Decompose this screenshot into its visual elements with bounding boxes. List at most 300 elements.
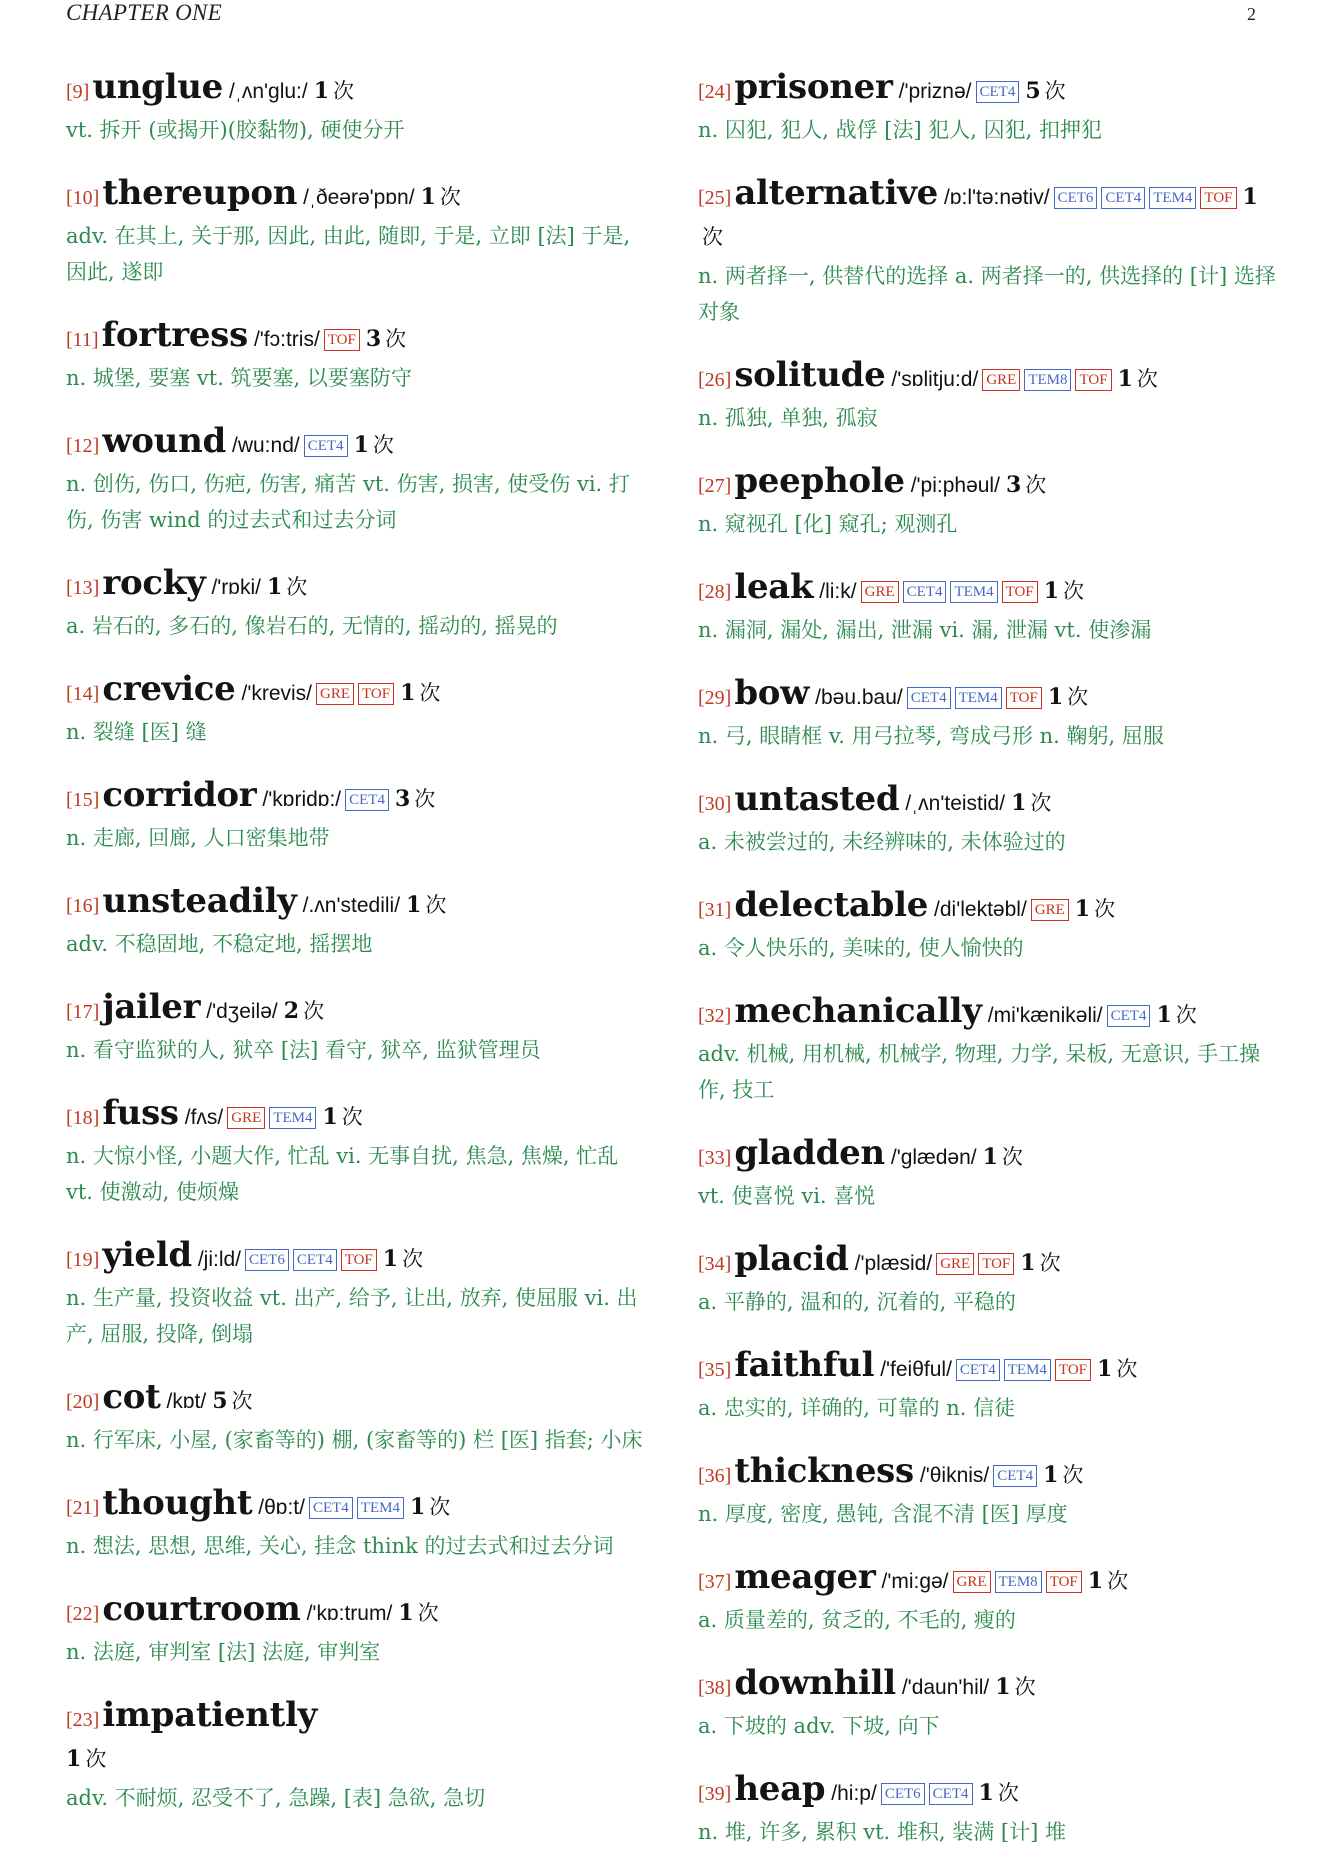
count-suffix: 次	[1001, 1145, 1023, 1169]
entry-index: [18]	[66, 1107, 100, 1129]
exam-tag-badge: CET4	[993, 1465, 1037, 1487]
count-suffix: 次	[341, 1105, 363, 1129]
count-suffix: 次	[385, 327, 407, 351]
definition: n. 弓, 眼睛框 v. 用弓拉琴, 弯成弓形 n. 鞠躬, 屈服	[698, 724, 1164, 748]
exam-tag-badge: TEM4	[955, 687, 1002, 709]
exam-tag-badge: TEM4	[1004, 1359, 1051, 1381]
occurrence-count	[1075, 897, 1115, 921]
count-suffix: 次	[1063, 579, 1085, 603]
entry-index: [31]	[698, 899, 732, 921]
entry-index: [38]	[698, 1677, 732, 1699]
definition: a. 平静的, 温和的, 沉着的, 平稳的	[698, 1290, 1016, 1314]
count-suffix: 次	[439, 185, 461, 209]
occurrence-count	[322, 1105, 362, 1129]
vocab-entry	[66, 68, 646, 148]
count-suffix: 次	[1062, 1463, 1084, 1487]
entry-index: [21]	[66, 1497, 100, 1519]
pronunciation: /'mi:gə/	[881, 1570, 949, 1593]
count-number: 1	[1047, 684, 1064, 710]
exam-tag-badge: GRE	[1031, 899, 1069, 921]
headword: solitude	[734, 355, 886, 395]
count-number: 1	[1242, 184, 1258, 210]
vocab-entry	[66, 1484, 646, 1564]
exam-tag-badge: GRE	[953, 1571, 991, 1593]
pronunciation: /θɒ:t/	[258, 1496, 305, 1519]
exam-tag-badge: CET4	[976, 81, 1020, 103]
headword: fortress	[101, 315, 248, 355]
exam-tag-badge: TOF	[1055, 1359, 1091, 1381]
occurrence-count	[1011, 791, 1051, 815]
count-number: 3	[365, 326, 382, 352]
pronunciation: /ˌðeərə'pɒn/	[303, 186, 415, 209]
headword: gladden	[734, 1133, 885, 1173]
headword: corridor	[102, 775, 257, 815]
count-number: 1	[66, 1746, 82, 1772]
definition: n. 堆, 许多, 累积 vt. 堆积, 装满 [计] 堆	[698, 1820, 1066, 1844]
vocab-entry	[698, 568, 1278, 648]
pronunciation: /'pi:phəul/	[910, 474, 1000, 497]
definition: vt. 拆开 (或揭开)(胶黏物), 硬使分开	[66, 118, 405, 142]
definition: a. 未被尝过的, 未经辨味的, 未体验过的	[698, 830, 1066, 854]
headword: courtroom	[102, 1589, 301, 1629]
exam-tag-badge: TOF	[1006, 687, 1042, 709]
vocab-entry	[66, 882, 646, 962]
headword: leak	[734, 567, 814, 607]
definition: n. 想法, 思想, 思维, 关心, 挂念 think 的过去式和过去分词	[66, 1534, 614, 1558]
count-suffix: 次	[303, 999, 325, 1023]
count-number: 1	[382, 1246, 399, 1272]
definition: n. 看守监狱的人, 狱卒 [法] 看守, 狱卒, 监狱管理员	[66, 1038, 541, 1062]
definition: n. 囚犯, 犯人, 战俘 [法] 犯人, 囚犯, 扣押犯	[698, 118, 1103, 142]
count-suffix: 次	[997, 1781, 1019, 1805]
pronunciation: /li:k/	[819, 580, 857, 603]
entry-index: [14]	[66, 683, 100, 705]
exam-tag-badge: TEM8	[1024, 369, 1071, 391]
pronunciation: /'priznə/	[898, 80, 972, 103]
headword: thickness	[734, 1451, 914, 1491]
occurrence-count	[1020, 1251, 1060, 1275]
headword: delectable	[734, 885, 929, 925]
vocab-entry	[698, 462, 1278, 542]
exam-tag-badge: CET4	[929, 1783, 973, 1805]
definition: vt. 使喜悦 vi. 喜悦	[698, 1184, 876, 1208]
headword: unsteadily	[102, 881, 297, 921]
entry-index: [32]	[698, 1005, 732, 1027]
entry-index: [35]	[698, 1359, 732, 1381]
entry-index: [25]	[698, 187, 732, 209]
vocab-entry	[66, 988, 646, 1068]
count-number: 5	[212, 1388, 228, 1414]
vocab-entry	[698, 674, 1278, 754]
headword: mechanically	[734, 991, 982, 1031]
entry-index: [36]	[698, 1465, 732, 1487]
entry-headline	[66, 1590, 646, 1634]
count-suffix: 次	[231, 1389, 253, 1413]
exam-tag-badge: CET4	[1107, 1005, 1151, 1027]
pronunciation: /'daun'hil/	[901, 1676, 990, 1699]
vocab-entry	[66, 776, 646, 856]
count-number: 1	[409, 1494, 426, 1520]
entry-headline	[698, 356, 1278, 400]
headword: thought	[102, 1483, 253, 1523]
definition: n. 裂缝 [医] 缝	[66, 720, 207, 744]
pronunciation: /ɒ:l'tə:nətiv/	[943, 186, 1050, 209]
exam-tag-badge: CET6	[245, 1249, 289, 1271]
entry-headline	[66, 1236, 646, 1280]
entry-headline	[66, 316, 646, 360]
entry-headline	[66, 1094, 646, 1138]
occurrence-count	[383, 1247, 423, 1271]
entry-headline	[698, 1134, 1278, 1178]
occurrence-count	[284, 999, 324, 1023]
vocab-entry	[698, 68, 1278, 148]
exam-tag-badge: TEM4	[269, 1107, 316, 1129]
count-number: 5	[1025, 78, 1041, 104]
entry-index: [24]	[698, 81, 732, 103]
vocab-entry	[698, 1770, 1278, 1850]
count-number: 3	[1005, 472, 1022, 498]
count-suffix: 次	[1025, 473, 1047, 497]
entry-headline	[66, 1696, 646, 1740]
pronunciation: /'feiθful/	[880, 1358, 952, 1381]
exam-tag-badge: TOF	[358, 683, 394, 705]
entry-index: [13]	[66, 577, 100, 599]
definition: n. 孤独, 单独, 孤寂	[698, 406, 878, 430]
vocab-entry	[698, 1134, 1278, 1214]
count-suffix: 次	[417, 1601, 439, 1625]
exam-tag-badge: CET4	[309, 1497, 353, 1519]
definition: n. 创伤, 伤口, 伤疤, 伤害, 痛苦 vt. 伤害, 损害, 使受伤 vi. 打伤, 伤害 wind 的过去式和过去分词	[66, 472, 630, 532]
vocab-entry	[66, 670, 646, 750]
occurrence-count	[410, 1495, 450, 1519]
vocab-entry	[698, 356, 1278, 436]
entry-index: [10]	[66, 187, 100, 209]
exam-tag-badge: TEM4	[357, 1497, 404, 1519]
definition: n. 漏洞, 漏处, 漏出, 泄漏 vi. 漏, 泄漏 vt. 使渗漏	[698, 618, 1152, 642]
pronunciation: /'sɒlitju:d/	[891, 368, 979, 391]
entry-index: [29]	[698, 687, 732, 709]
occurrence-count	[1044, 579, 1084, 603]
exam-tag-badge: CET6	[881, 1783, 925, 1805]
count-suffix: 次	[286, 575, 308, 599]
exam-tag-badge: TEM4	[950, 581, 997, 603]
headword: unglue	[92, 67, 224, 107]
vocab-entry	[66, 1696, 646, 1816]
pronunciation: /.ʌn'stedili/	[302, 894, 401, 917]
occurrence-count	[1156, 1003, 1196, 1027]
vocab-entry	[698, 1452, 1278, 1532]
count-number: 1	[1043, 578, 1060, 604]
headword: downhill	[734, 1663, 896, 1703]
definition: a. 岩石的, 多石的, 像岩石的, 无情的, 摇动的, 摇晃的	[66, 614, 558, 638]
entry-headline	[698, 462, 1278, 506]
vocab-entry	[66, 316, 646, 396]
count-line	[66, 1740, 646, 1780]
occurrence-count	[400, 681, 440, 705]
occurrence-count	[1048, 685, 1088, 709]
count-number: 1	[995, 1674, 1011, 1700]
entry-headline	[698, 174, 1278, 258]
headword: cot	[102, 1377, 161, 1417]
definition: a. 令人快乐的, 美味的, 使人愉快的	[698, 936, 1024, 960]
pronunciation: /di'lektəbl/	[934, 898, 1027, 921]
count-number: 1	[266, 574, 283, 600]
headword: jailer	[102, 987, 201, 1027]
entry-index: [16]	[66, 895, 100, 917]
headword: yield	[102, 1235, 192, 1275]
entry-headline	[698, 68, 1278, 112]
occurrence-count	[1025, 79, 1065, 103]
count-number: 1	[1043, 1462, 1059, 1488]
definition: adv. 不稳固地, 不稳定地, 摇摆地	[66, 932, 373, 956]
count-number: 1	[978, 1780, 994, 1806]
definition: adv. 在其上, 关于那, 因此, 由此, 随即, 于是, 立即 [法] 于是, 因此, 遂即	[66, 224, 631, 284]
entry-index: [26]	[698, 369, 732, 391]
pronunciation: /mi'kænikəli/	[987, 1004, 1103, 1027]
vocab-entry	[698, 992, 1278, 1108]
entry-index: [23]	[66, 1709, 100, 1731]
entry-headline	[66, 174, 646, 218]
count-number: 1	[398, 1600, 414, 1626]
occurrence-count	[354, 433, 394, 457]
occurrence-count	[395, 787, 435, 811]
count-suffix: 次	[333, 79, 355, 103]
headword: untasted	[734, 779, 900, 819]
count-suffix: 次	[1107, 1569, 1129, 1593]
entry-index: [15]	[66, 789, 100, 811]
pronunciation: /wu:nd/	[232, 434, 300, 457]
count-number: 1	[1087, 1568, 1104, 1594]
exam-tag-badge: GRE	[936, 1253, 974, 1275]
pronunciation: /ˌʌn'teistid/	[905, 792, 1006, 815]
vocab-entry	[66, 1590, 646, 1670]
count-suffix: 次	[1067, 685, 1089, 709]
occurrence-count	[421, 185, 461, 209]
count-suffix: 次	[1136, 367, 1158, 391]
entry-index: [12]	[66, 435, 100, 457]
definition: a. 下坡的 adv. 下坡, 向下	[698, 1714, 940, 1738]
vocab-entry	[66, 174, 646, 290]
definition: n. 行军床, 小屋, (家畜等的) 棚, (家畜等的) 栏 [医] 指套; 小床	[66, 1428, 643, 1452]
vocab-entry	[66, 1094, 646, 1210]
count-number: 1	[400, 680, 416, 706]
headword: meager	[734, 1557, 876, 1597]
definition: n. 走廊, 回廊, 人口密集地带	[66, 826, 330, 850]
count-suffix: 次	[402, 1247, 424, 1271]
count-suffix: 次	[85, 1747, 107, 1771]
entry-headline	[66, 882, 646, 926]
exam-tag-badge: CET4	[345, 789, 389, 811]
count-number: 1	[420, 184, 436, 210]
headword: wound	[102, 421, 226, 461]
pronunciation: /'θiknis/	[919, 1464, 990, 1487]
pronunciation: /'rɒki/	[211, 576, 261, 599]
headword: peephole	[734, 461, 905, 501]
exam-tag-badge: CET4	[903, 581, 947, 603]
definition: a. 忠实的, 详确的, 可靠的 n. 信徒	[698, 1396, 1016, 1420]
entry-headline	[66, 422, 646, 466]
page-header	[66, 0, 1256, 30]
count-suffix: 次	[702, 225, 723, 249]
entry-index: [34]	[698, 1253, 732, 1275]
exam-tag-badge: TOF	[324, 329, 360, 351]
entry-headline	[698, 886, 1278, 930]
pronunciation: /bəu.bau/	[815, 686, 903, 709]
exam-tag-badge: GRE	[316, 683, 354, 705]
headword: impatiently	[102, 1695, 318, 1735]
pronunciation: /'fɔ:tris/	[253, 328, 320, 351]
entry-headline	[698, 1770, 1278, 1814]
occurrence-count	[1006, 473, 1046, 497]
exam-tag-badge: CET4	[304, 435, 348, 457]
entry-headline	[698, 674, 1278, 718]
entry-headline	[66, 1378, 646, 1422]
entry-index: [30]	[698, 793, 732, 815]
definition: a. 质量差的, 贫乏的, 不毛的, 瘦的	[698, 1608, 1016, 1632]
vocab-entry	[698, 1346, 1278, 1426]
headword: crevice	[102, 669, 236, 709]
count-suffix: 次	[425, 893, 447, 917]
entry-index: [27]	[698, 475, 732, 497]
entry-headline	[698, 1346, 1278, 1390]
headword: rocky	[102, 563, 206, 603]
occurrence-count	[212, 1389, 252, 1413]
entry-headline	[66, 564, 646, 608]
pronunciation: /'glædən/	[890, 1146, 977, 1169]
count-number: 1	[1156, 1002, 1172, 1028]
entry-headline	[66, 1484, 646, 1528]
entry-index: [39]	[698, 1783, 732, 1805]
vocab-entry	[698, 1664, 1278, 1744]
definition: n. 生产量, 投资收益 vt. 出产, 给予, 让出, 放弃, 使屈服 vi. 出产, 屈服, 投降, 倒塌	[66, 1286, 638, 1346]
entry-headline	[698, 1558, 1278, 1602]
pronunciation: /hi:p/	[831, 1782, 877, 1805]
definition: n. 城堡, 要塞 vt. 筑要塞, 以要塞防守	[66, 366, 412, 390]
entry-headline	[66, 670, 646, 714]
headword: fuss	[102, 1093, 179, 1133]
exam-tag-badge: TOF	[1046, 1571, 1082, 1593]
left-column	[66, 68, 646, 1842]
exam-tag-badge: TOF	[1002, 581, 1038, 603]
exam-tag-badge: TOF	[1200, 187, 1236, 209]
pronunciation: /ji:ld/	[197, 1248, 242, 1271]
occurrence-count	[366, 327, 406, 351]
entry-index: [11]	[66, 329, 99, 351]
exam-tag-badge: TOF	[341, 1249, 377, 1271]
pronunciation: /'plæsid/	[854, 1252, 933, 1275]
pronunciation: /'dʒeilə/	[206, 1000, 278, 1023]
exam-tag-badge: CET4	[956, 1359, 1000, 1381]
definition: n. 两者择一, 供替代的选择 a. 两者择一的, 供选择的 [计] 选择对象	[698, 264, 1276, 324]
vocab-entry	[698, 174, 1278, 330]
occurrence-count	[1097, 1357, 1137, 1381]
count-number: 1	[1074, 896, 1091, 922]
definition: adv. 不耐烦, 忍受不了, 急躁, [表] 急欲, 急切	[66, 1786, 486, 1810]
headword: thereupon	[102, 173, 298, 213]
pronunciation: /kɒt/	[166, 1390, 207, 1413]
vocab-entry	[66, 564, 646, 644]
count-suffix: 次	[1175, 1003, 1197, 1027]
count-number: 1	[982, 1144, 998, 1170]
entry-index: [33]	[698, 1147, 732, 1169]
occurrence-count	[66, 1747, 106, 1771]
exam-tag-badge: TEM4	[1149, 187, 1196, 209]
exam-tag-badge: TOF	[978, 1253, 1014, 1275]
occurrence-count	[406, 893, 446, 917]
pronunciation: /ˌʌn'glu:/	[229, 80, 308, 103]
occurrence-count	[1118, 367, 1158, 391]
count-number: 1	[406, 892, 422, 918]
exam-tag-badge: CET4	[907, 687, 951, 709]
vocab-entry	[698, 780, 1278, 860]
vocab-entry	[66, 1236, 646, 1352]
count-number: 1	[1011, 790, 1027, 816]
count-suffix: 次	[1116, 1357, 1138, 1381]
entry-index: [19]	[66, 1249, 100, 1271]
headword: prisoner	[734, 67, 893, 107]
entry-headline	[698, 1664, 1278, 1708]
vocab-entry	[698, 1558, 1278, 1638]
vocab-entry	[66, 422, 646, 538]
right-column	[698, 68, 1278, 1876]
occurrence-count	[267, 575, 307, 599]
occurrence-count	[983, 1145, 1023, 1169]
exam-tag-badge: TEM8	[995, 1571, 1042, 1593]
count-number: 1	[1097, 1356, 1113, 1382]
entry-index: [17]	[66, 1001, 100, 1023]
entry-headline	[66, 68, 646, 112]
occurrence-count	[995, 1675, 1035, 1699]
count-suffix: 次	[414, 787, 436, 811]
headword: faithful	[734, 1345, 875, 1385]
count-suffix: 次	[1094, 897, 1116, 921]
pronunciation: /'kɒ:trum/	[306, 1602, 393, 1625]
exam-tag-badge: CET4	[1101, 187, 1145, 209]
pronunciation: /'krevis/	[241, 682, 313, 705]
exam-tag-badge: CET4	[293, 1249, 337, 1271]
headword: heap	[734, 1769, 826, 1809]
entry-headline	[698, 780, 1278, 824]
exam-tag-badge: GRE	[982, 369, 1020, 391]
entry-index: [28]	[698, 581, 732, 603]
occurrence-count	[1088, 1569, 1128, 1593]
count-number: 1	[353, 432, 369, 458]
count-suffix: 次	[1014, 1675, 1036, 1699]
pronunciation: /fʌs/	[184, 1106, 224, 1129]
count-suffix: 次	[419, 681, 441, 705]
definition: n. 法庭, 审判室 [法] 法庭, 审判室	[66, 1640, 381, 1664]
exam-tag-badge: TOF	[1075, 369, 1111, 391]
occurrence-count	[1043, 1463, 1083, 1487]
entry-headline	[698, 992, 1278, 1036]
count-number: 3	[394, 786, 411, 812]
definition: adv. 机械, 用机械, 机械学, 物理, 力学, 呆板, 无意识, 手工操作, 技工	[698, 1042, 1261, 1102]
occurrence-count	[398, 1601, 438, 1625]
count-number: 1	[322, 1104, 338, 1130]
entry-headline	[698, 568, 1278, 612]
exam-tag-badge: GRE	[861, 581, 899, 603]
vocab-entry	[66, 1378, 646, 1458]
headword: bow	[734, 673, 810, 713]
entry-headline	[66, 988, 646, 1032]
definition: n. 厚度, 密度, 愚钝, 含混不清 [医] 厚度	[698, 1502, 1068, 1526]
occurrence-count	[979, 1781, 1019, 1805]
occurrence-count	[314, 79, 354, 103]
count-suffix: 次	[429, 1495, 451, 1519]
entry-index: [9]	[66, 81, 90, 103]
exam-tag-badge: CET6	[1054, 187, 1098, 209]
count-number: 1	[1117, 366, 1133, 392]
